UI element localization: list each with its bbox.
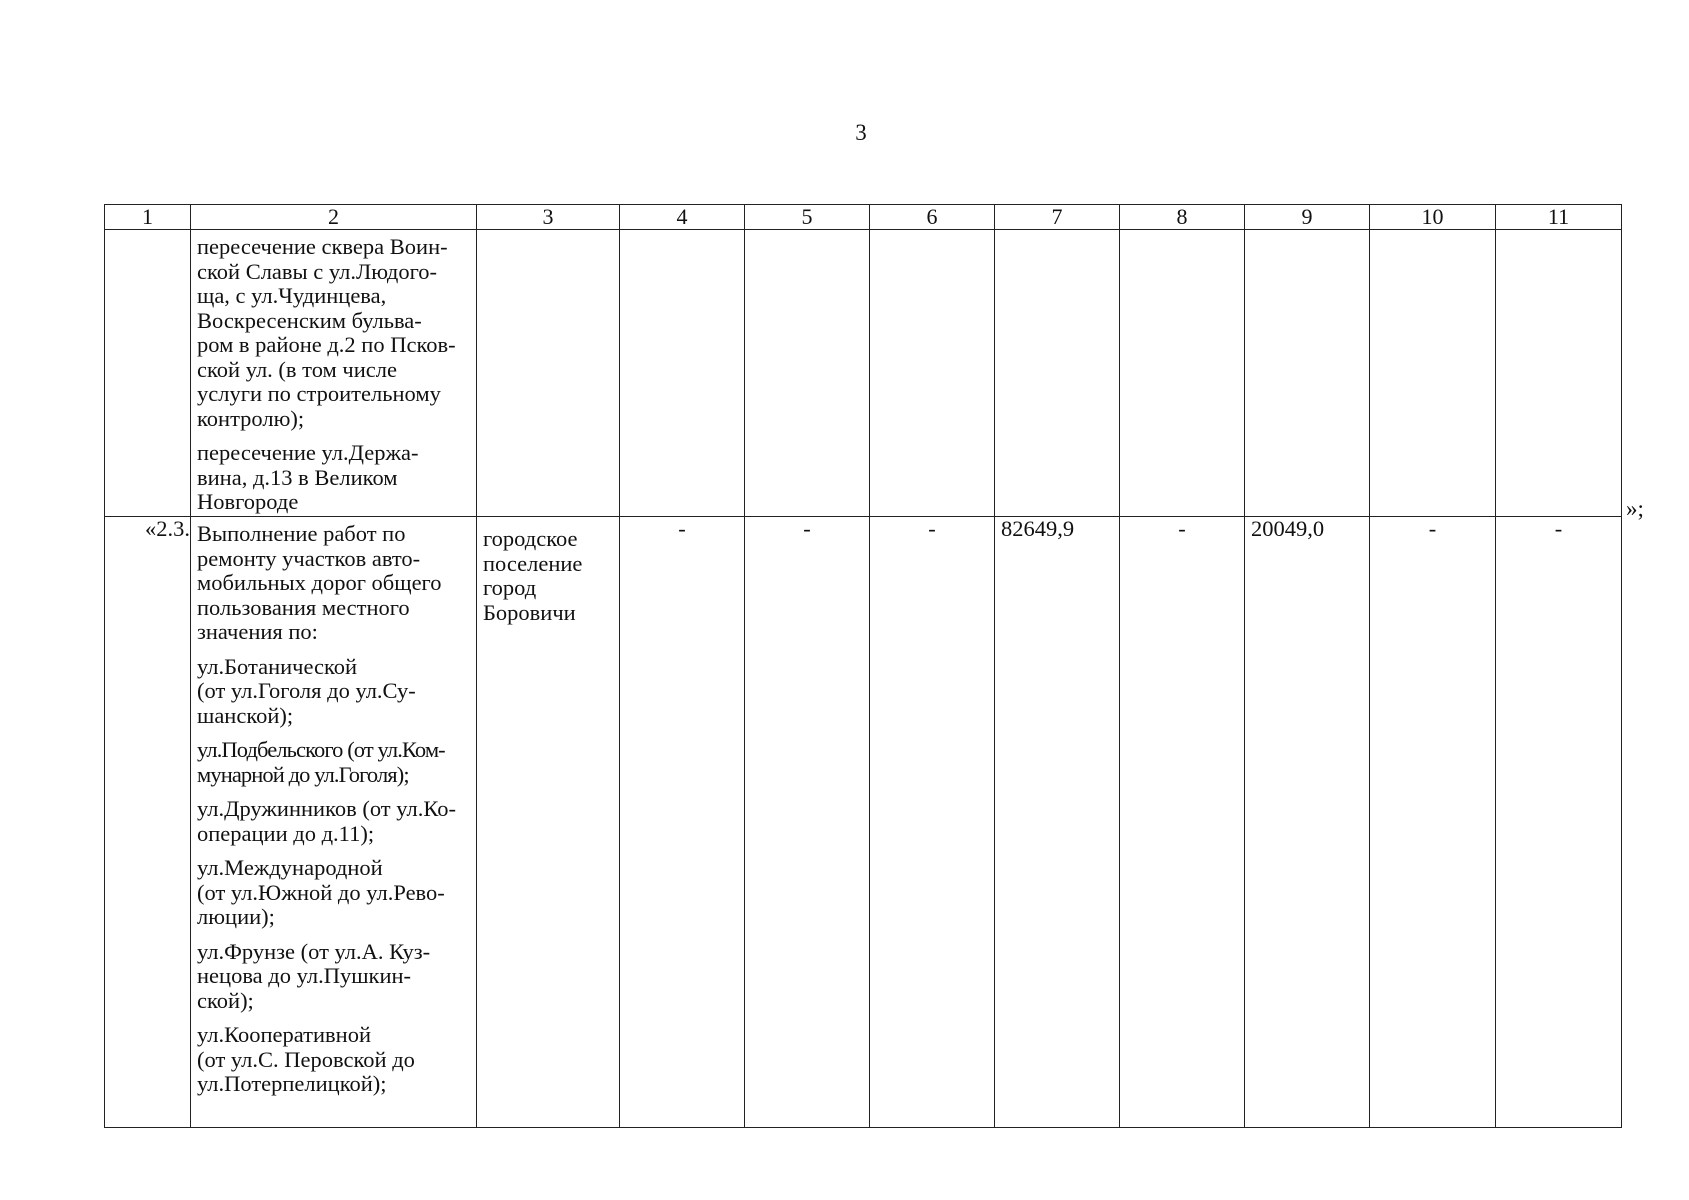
empty-cell (1496, 230, 1622, 517)
description-cell (191, 517, 477, 1128)
empty-cell (1245, 230, 1370, 517)
territory-text: городское поселение город Боровичи (483, 526, 583, 625)
value-cell: 20049,0 (1245, 517, 1370, 1128)
header-cell: 1 (105, 205, 191, 230)
value-cell: - (1370, 517, 1496, 1128)
empty-cell (1120, 230, 1245, 517)
territory-cell (477, 517, 620, 1128)
empty-cell (477, 230, 620, 517)
description-paragraph: Выполнение работ по ремонту участков авто- мобильных дорог общего пользования местного значения по: (197, 521, 442, 644)
table-row (105, 230, 1622, 517)
header-cell: 8 (1120, 205, 1245, 230)
value-cell: - (1496, 517, 1622, 1128)
description-paragraph: ул.Кооперативной (от ул.С. Перовской до ул.Потерпелицкой); (197, 1022, 415, 1096)
value-cell: - (1120, 517, 1245, 1128)
description-paragraph: ул.Международной (от ул.Южной до ул.Рево- люции); (197, 855, 445, 929)
header-cell: 10 (1370, 205, 1496, 230)
table-row (105, 517, 1622, 1128)
description-paragraph: ул.Дружинников (от ул.Ко- операции до д.11); (197, 796, 457, 846)
description-paragraph: пересечение сквера Воин- ской Славы с ул.Людого- ща, с ул.Чудинцева, Воскресенским бульва- ром в районе д.2 по Псков- ской ул. (в том числе услуги по строительному контролю); (197, 234, 456, 431)
value-cell: - (620, 517, 745, 1128)
description-paragraph: ул.Фрунзе (от ул.А. Куз- нецова до ул.Пушкин- ской); (197, 938, 431, 1013)
empty-cell (745, 230, 870, 517)
header-cell: 2 (191, 205, 477, 230)
value-cell: - (745, 517, 870, 1128)
description-cell (191, 230, 477, 517)
description-paragraph: ул.Ботанической (от ул.Гоголя до ул.Су- шанской); (197, 653, 416, 728)
table-header-row (105, 205, 1622, 230)
budget-table (104, 204, 1622, 1128)
header-cell: 5 (745, 205, 870, 230)
header-cell: 11 (1496, 205, 1622, 230)
empty-cell (620, 230, 745, 517)
row-number-cell (105, 230, 191, 517)
row-number-cell: «2.3. (105, 517, 191, 1128)
value-cell: 82649,9 (995, 517, 1120, 1128)
header-cell: 3 (477, 205, 620, 230)
value-cell: - (870, 517, 995, 1128)
description-paragraph: пересечение ул.Держа- вина, д.13 в Великом Новгороде (197, 440, 419, 514)
header-cell: 7 (995, 205, 1120, 230)
closing-quote-mark: »; (1626, 496, 1644, 521)
page-number: 3 (855, 120, 867, 145)
header-cell: 4 (620, 205, 745, 230)
header-cell: 6 (870, 205, 995, 230)
empty-cell (870, 230, 995, 517)
empty-cell (995, 230, 1120, 517)
description-paragraph: ул.Подбельского (от ул.Ком- мунарной до ул.Гоголя); (197, 737, 445, 787)
header-cell: 9 (1245, 205, 1370, 230)
empty-cell (1370, 230, 1496, 517)
